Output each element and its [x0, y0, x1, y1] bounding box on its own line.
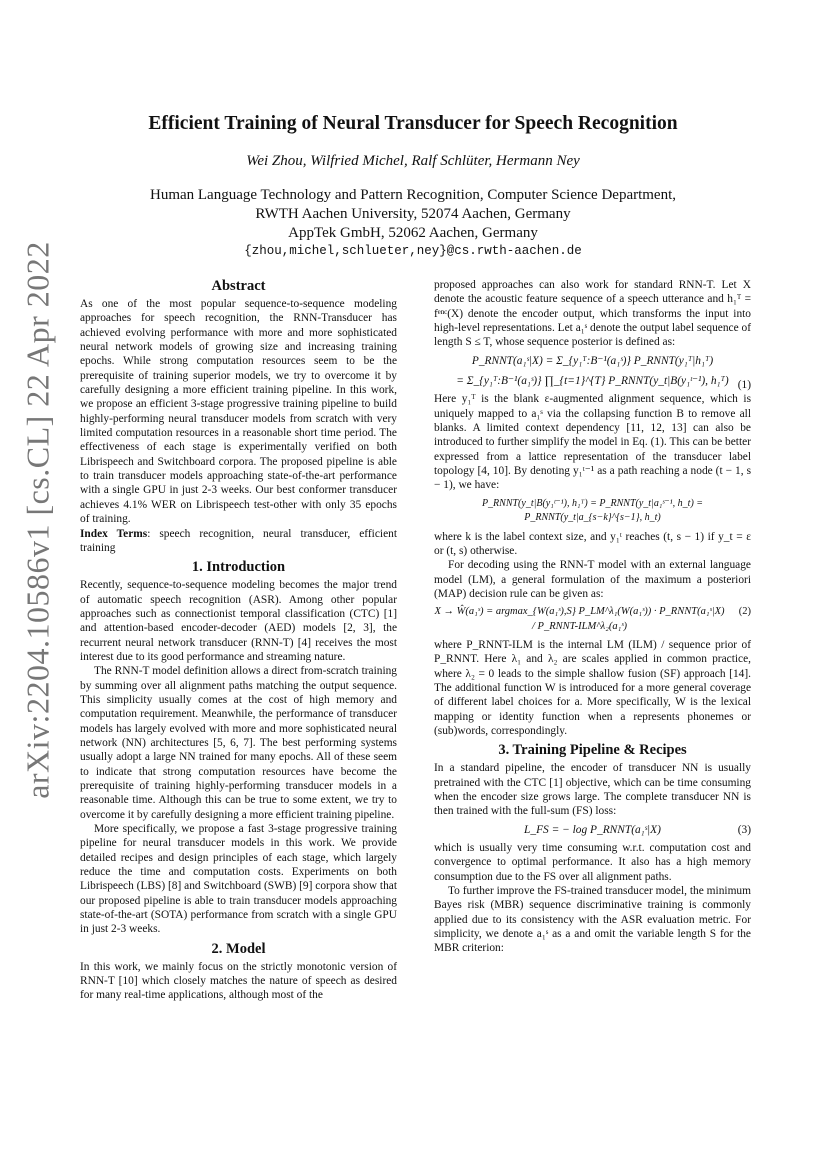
- arxiv-id: arXiv:2204.10586v1 [cs.CL] 22 Apr 2022: [19, 241, 56, 799]
- equation-context: P_RNNT(y_t|B(y₁ᵗ⁻¹), h₁ᵀ) = P_RNNT(y_t|a₁ˢ⁻¹, h_t) = P_RNNT(y_t|a_{s−k}^{s−1}, h_t): [481, 497, 704, 524]
- intro-paragraph-3: More specifically, we propose a fast 3-stage progressive training pipeline for neural transducer models in this work. We provide detailed recipes and design principles of each stage, which largely reduce the time and computation costs. Experiments on both Librispeech (LBS) [8] and Switchboard (SWB) [9] corpora show that our proposed pipeline is able to train transducer models approaching state-of-the-art (SOTA) performance from scratch with a single GPU in just 2-3 weeks.: [80, 823, 397, 936]
- equation-3: [434, 823, 751, 837]
- right-paragraph-7: which is usually very time consuming w.r.t. computation cost and convergence to optimal performance. It also has a high memory consumption due to the FS over all alignment paths.: [434, 842, 751, 883]
- index-terms-label: Index Terms: [80, 527, 148, 540]
- right-paragraph-2: Here y₁ᵀ is the blank ε-augmented alignment sequence, which is uniquely mapped to a₁ˢ via the collapsing function B to remove all blanks. A limited context dependency [11, 12, 13] can also be introduced to further simplify the model in Eq. (1). This can be better expressed from a lattice representation of the transducer label topology [4, 10]. By denoting y₁ᵗ⁻¹ as a path reaching a node (t − 1, s − 1), we have:: [434, 393, 751, 492]
- equation-2-number: (2): [738, 606, 751, 618]
- affiliation-line-1: Human Language Technology and Pattern Recognition, Computer Science Department,: [149, 187, 677, 203]
- right-paragraph-4: For decoding using the RNN-T model with an external language model (LM), a general formulation of the maximum a posteriori (MAP) decision rule can be given as:: [434, 559, 751, 600]
- index-terms: [80, 527, 397, 556]
- equation-3-number: (3): [737, 823, 751, 836]
- affiliation-line-3: AppTek GmbH, 52062 Aachen, Germany: [288, 225, 538, 241]
- right-paragraph-8: To further improve the FS-trained transducer model, the minimum Bayes risk (MBR) sequence discriminative training is commonly applied due to its consistency with the ASR evaluation metric. For simplicity, we denote a₁ˢ as a and omit the variable length S for the MBR criterion:: [434, 885, 751, 955]
- intro-heading: 1. Introduction: [191, 559, 286, 576]
- right-paragraph-1: proposed approaches can also work for standard RNN-T. Let X denote the acoustic feature sequence of a speech utterance and h₁ᵀ = fᵉⁿᶜ(X) denote the encoder output, which transforms the input into high-level representations. Let a₁ˢ denote the output label sequence of length S ≤ T, whose sequence posterior is defined as:: [434, 279, 751, 349]
- training-heading: 3. Training Pipeline & Recipes: [498, 742, 687, 759]
- abstract-text: As one of the most popular sequence-to-sequence modeling approaches for speech recognition, the RNN-Transducer has achieved evolving performance with more and more sophisticated neural network models of growing size and increasing training epochs. While strong computation resources seem to be the prerequisite of training superior models, we try to overcome it by carefully designing a more efficient training pipeline. In this work, we propose an efficient 3-stage progressive training pipeline to build highly-performing neural transducer models from scratch with very limited computation resources in a reasonable short time period. The effectiveness of each stage is experimentally verified on both Librispeech and Switchboard corpora. The proposed pipeline is able to train transducer models approaching state-of-the-art performance with a single GPU in just 2-3 weeks. Our best conformer transducer achieves 4.1% WER on Librispeech test-other with only 35 epochs of training.: [80, 298, 397, 526]
- equation-1-line-a: P_RNNT(a₁ˢ|X) = Σ_{y₁ᵀ:B⁻¹(a₁ˢ)} P_RNNT(y₁ᵀ|h₁ᵀ): [471, 354, 714, 367]
- index-terms-text: : speech recognition, neural transducer, efficient training: [80, 527, 397, 554]
- equation-1-line-b: = Σ_{y₁ᵀ:B⁻¹(a₁ˢ)} ∏_{t=1}^{T} P_RNNT(y_t|B(y₁ᵗ⁻¹), h₁ᵀ): [456, 375, 729, 388]
- affiliation-line-2: RWTH Aachen University, 52074 Aachen, Germany: [255, 206, 571, 222]
- equation-3-body: L_FS = − log P_RNNT(a₁ˢ|X): [524, 823, 661, 836]
- paper-title: Efficient Training of Neural Transducer for Speech Recognition: [148, 113, 678, 134]
- arxiv-sidebar: [18, 241, 58, 799]
- right-paragraph-5: where P_RNNT-ILM is the internal LM (ILM) / sequence prior of P_RNNT. Here λ₁ and λ₂ are scales applied in common practice, where λ₂ = 0 leads to the simple shallow fusion (SF) approach [14]. The additional function W is introduced for a more general coverage of different label choices for a. More specifically, W is the lexical mapping or identity function when a represents phonemes or (sub)words, correspondingly.: [434, 638, 751, 737]
- left-column: [80, 278, 397, 1003]
- equation-2-body: X → Ŵ(a₁ˢ) = argmax_{W(a₁ˢ),S} P_LM^λ₁(W(a₁ˢ)) · P_RNNT(a₁ˢ|X) / P_RNNT-ILM^λ₂(a₁ˢ): [434, 606, 725, 632]
- email: {zhou,michel,schlueter,ney}@cs.rwth-aachen.de: [244, 244, 582, 258]
- abstract-heading: Abstract: [211, 278, 266, 294]
- model-paragraph-1: In this work, we mainly focus on the strictly monotonic version of RNN-T [10] which closely matches the nature of speech as desired for many real-time applications, although most of the: [80, 960, 397, 1002]
- right-paragraph-3: where k is the label context size, and y₁ᵗ reaches (t, s − 1) if y_t = ε or (t, s) otherwise.: [434, 530, 751, 557]
- right-column: [434, 278, 751, 956]
- model-heading: 2. Model: [211, 940, 266, 957]
- equation-1-number: (1): [737, 378, 751, 391]
- intro-paragraph-1: Recently, sequence-to-sequence modeling becomes the major trend of automatic speech recognition (ASR). Among other popular approaches such as connectionist temporal classification (CTC) [1] and attention-based encoder-decoder (AED) models [2, 3], the recurrent neural network transducer (RNN-T) [4] receives the most interest due to its good performance and streaming nature.: [80, 579, 397, 663]
- authors: Wei Zhou, Wilfried Michel, Ralf Schlüter, Hermann Ney: [246, 153, 580, 169]
- equation-1: [434, 354, 751, 389]
- intro-paragraph-2: The RNN-T model definition allows a direct from-scratch training by summing over all alignment paths matching the output sequence. This simplicity usually comes at the cost of high memory and computation requirement. Meanwhile, the performance of transducer models has largely evolved with more and more sophisticated neural network (NN) architectures [5, 6, 7]. The best performing systems usually adopt a large NN trained for many epochs. All of these seem to indicate that strong computation resources have become the prerequisite of training highly-performing transducer models in a reasonable time. Although this can be true to some extent, we try to overcome it by carefully designing a more efficient training pipeline.: [80, 665, 397, 821]
- right-paragraph-6: In a standard pipeline, the encoder of transducer NN is usually pretrained with the CTC [1] objective, which can be time consuming when the encoder size grows large. The complete transducer NN is then trained with the full-sum (FS) loss:: [434, 762, 751, 818]
- affiliation: [0, 186, 826, 243]
- equation-2: [434, 605, 751, 634]
